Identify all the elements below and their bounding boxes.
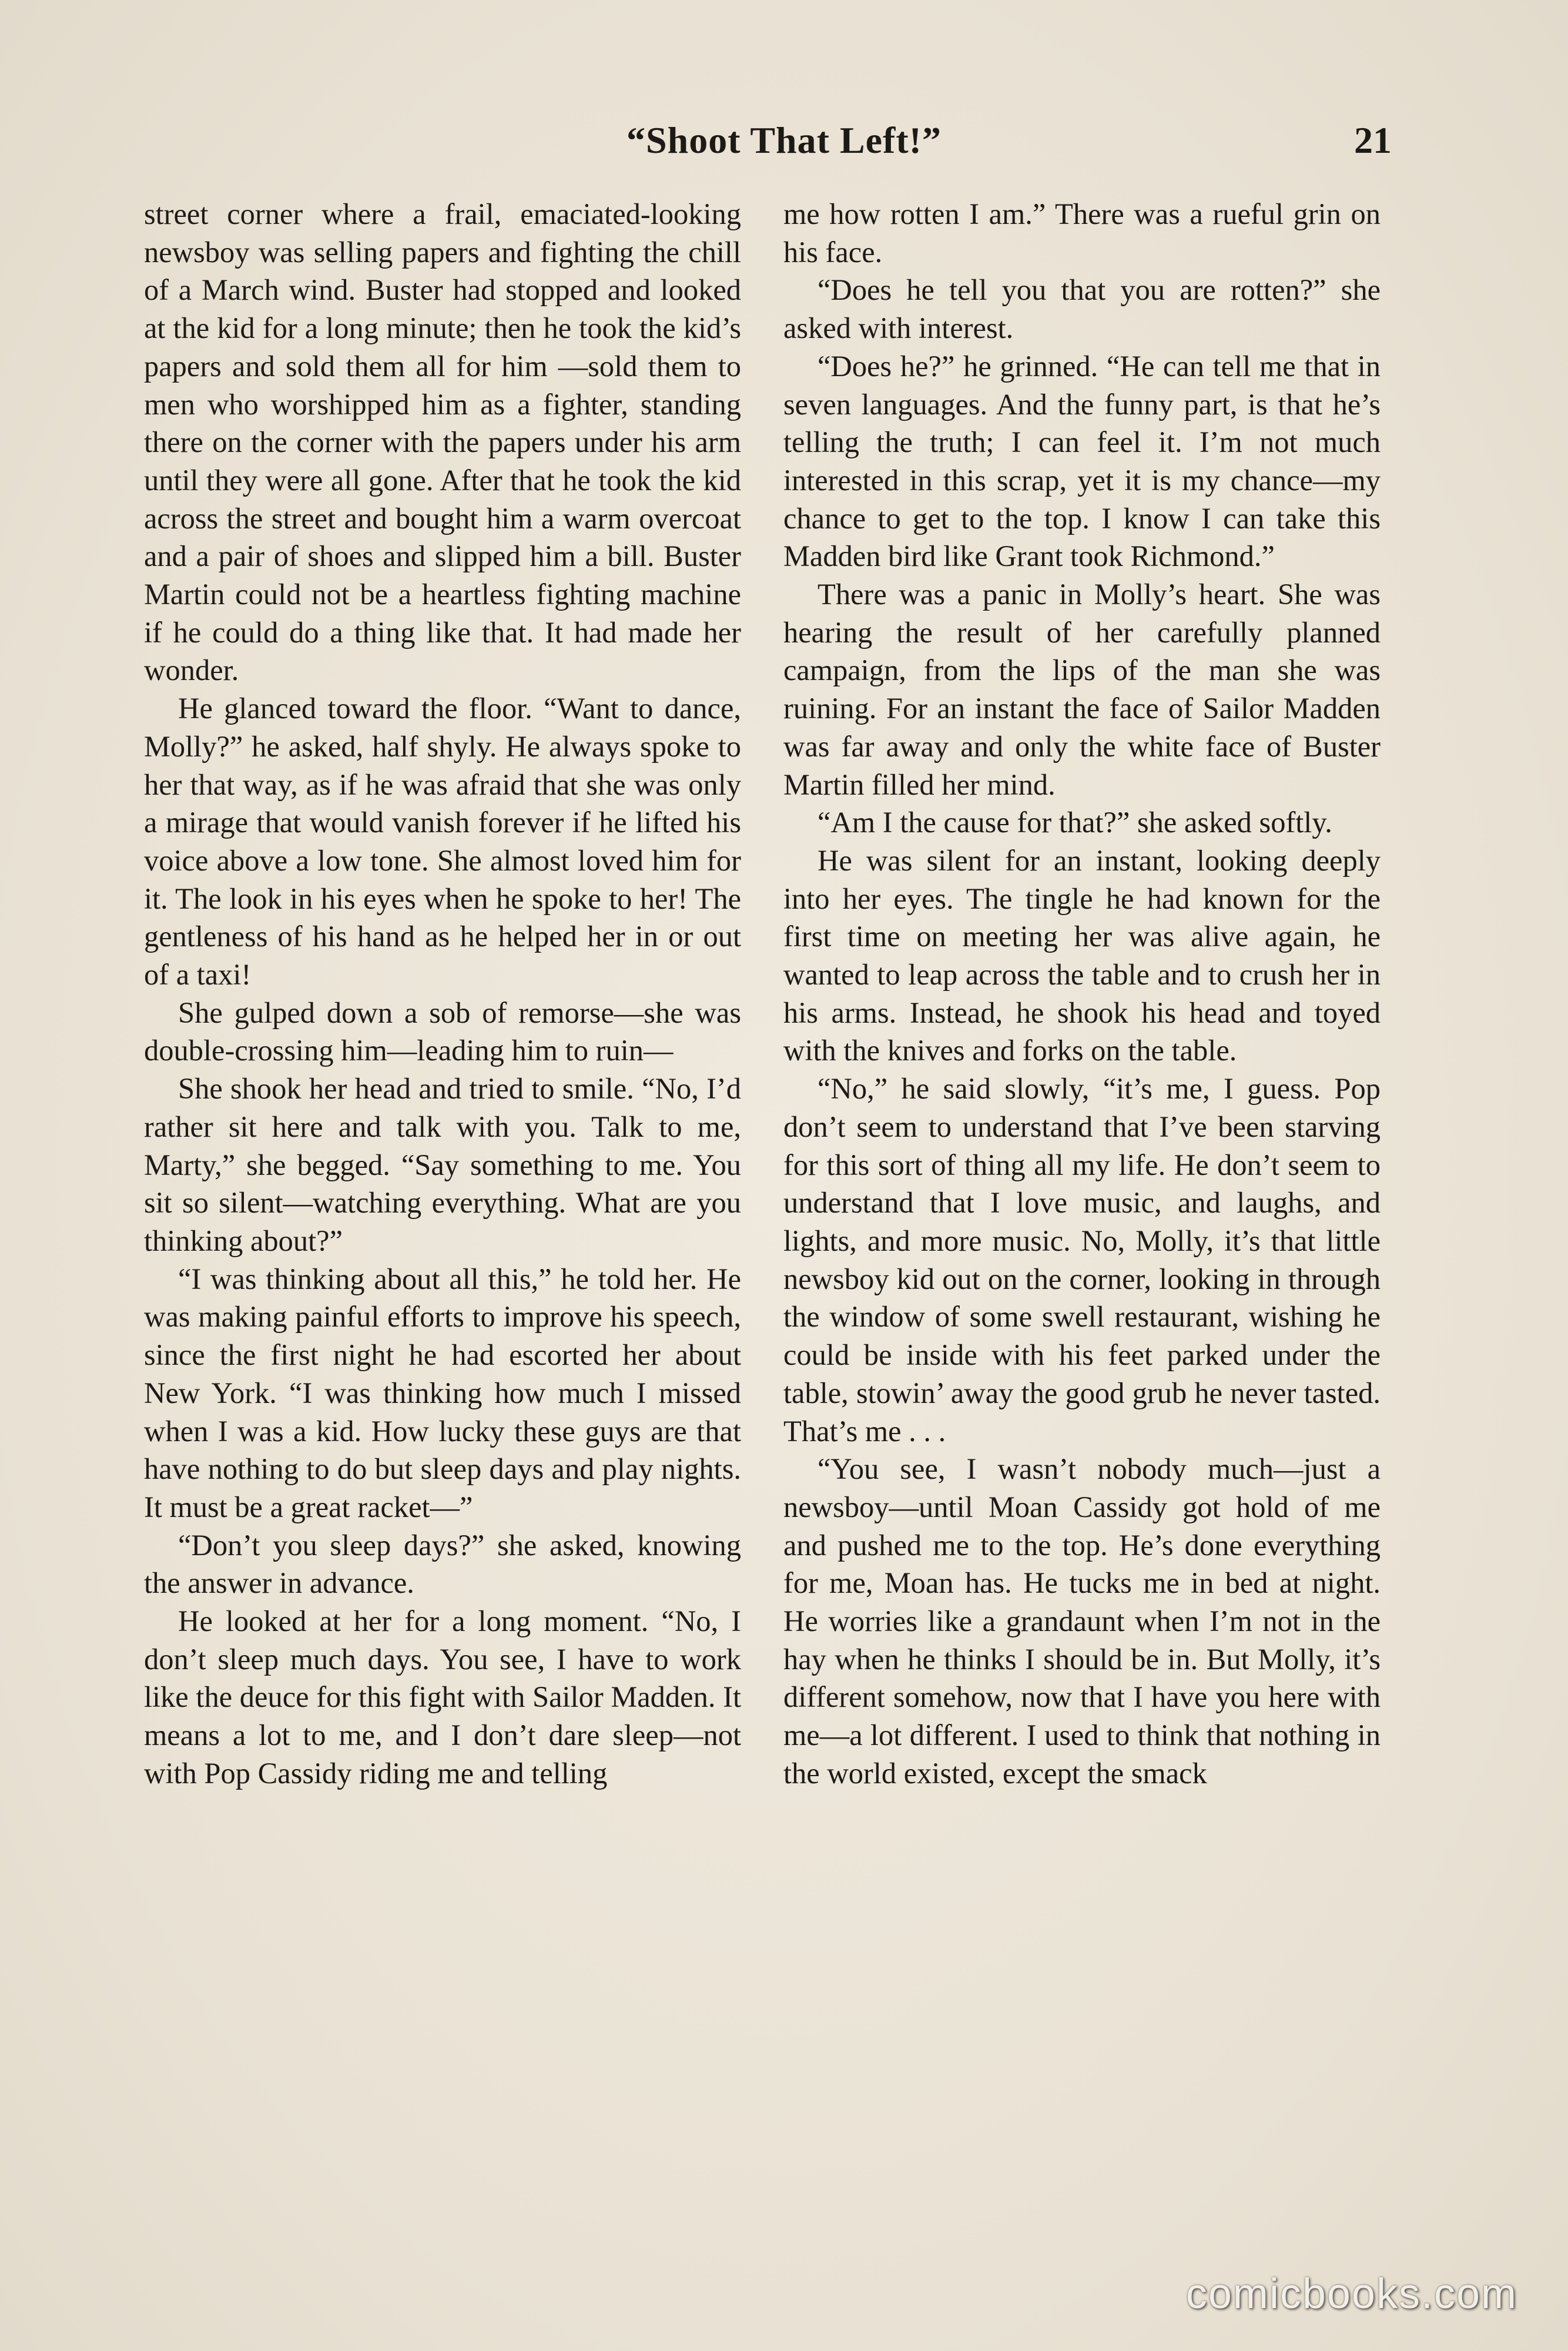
paragraph: “I was thinking about all this,” he told her. He was making painful efforts to improve his speech, since the first night he had escorted her about New York. “I was thinking how much I missed when I was a kid. How lucky these guys are that have nothing to do but sleep days and play nights. It must be a great racket—” [144,1262,741,1523]
paragraph: There was a panic in Molly’s heart. She was hearing the result of her carefully planned campaign, from the lips of the man she was ruining. For an instant the face of Sailor Madden was far away and only the white face of Buster Martin filled her mind. [783,578,1381,801]
paragraph: He glanced toward the floor. “Want to dance, Molly?” he asked, half shyly. He always spoke to her that way, as if he was afraid that she was only a mirage that would vanish forever if he lifted his voice above a low tone. She almost loved him for it. The look in his eyes when he spoke to her! The gentleness of his hand as he helped her in or out of a taxi! [144,692,741,992]
paragraph: me how rotten I am.” There was a rueful grin on his face. [783,197,1381,269]
paragraph: street corner where a frail, emaciated-looking newsboy was selling papers and fighting the chill of a March wind. Buster had stopped and looked at the kid for a long minute; then he took the kid’s papers and sold them all for him —sold them to men who worshipped him as a fighter, standing there on the corner with the papers under his arm until they were all gone. After that he took the kid across the street and bought him a warm overcoat and a pair of shoes and slipped him a bill. Buster Martin could not be a heartless fighting machine if he could do a thing like that. It had made her wonder. [144,197,741,687]
paragraph: He looked at her for a long moment. “No, I don’t sleep much days. You see, I have to work like the deuce for this fight with Sailor Madden. It means a lot to me, and I don’t dare sleep—not with Pop Cassidy riding me and telling [144,1605,741,1790]
paragraph: He was silent for an instant, looking deeply into her eyes. The tingle he had known for the first time on meeting her was alive again, he wanted to leap across the table and to crush her in his arms. Instead, he shook his head and toyed with the knives and forks on the table. [783,843,1381,1067]
paragraph: She gulped down a sob of remorse—she was double-crossing him—leading him to ruin— [144,996,741,1067]
page-number: 21 [1354,119,1392,161]
paragraph: “Does he?” he grinned. “He can tell me that in seven languages. And the funny part, is that he’s telling the truth; I can feel it. I’m not much interested in this scrap, yet it is my chance—my chance to get to the top. I know I can take this Madden bird like Grant took Richmond.” [783,349,1381,573]
watermark-logo: comicbooks.com [1185,2270,1517,2317]
paragraph: “No,” he said slowly, “it’s me, I guess. Pop don’t seem to understand that I’ve been starving for this sort of thing all my life. He don’t seem to understand that I love music, and laughs, and lights, and more music. No, Molly, it’s that little newsboy kid out on the corner, looking in through the window of some swell restaurant, wishing he could be inside with his feet parked under the table, stowin’ away the good grub he never tasted. That’s me . . . [783,1072,1381,1448]
running-head [0,113,1568,166]
paragraph: “You see, I wasn’t nobody much—just a newsboy—until Moan Cassidy got hold of me and pushed me to the top. He’s done everything for me, Moan has. He tucks me in bed at night. He worries like a grandaunt when I’m not in the hay when he thinks I should be in. But Molly, it’s different somehow, now that I have you here with me—a lot different. I used to think that nothing in the world existed, except the smack [783,1452,1381,1790]
paragraph: “Does he tell you that you are rotten?” she asked with interest. [783,273,1381,345]
left-column [144,195,741,1793]
right-column [783,195,1381,1793]
paragraph: She shook her head and tried to smile. “No, I’d rather sit here and talk with you. Talk to me, Marty,” she begged. “Say something to me. You sit so silent—watching everything. What are you thinking about?” [144,1072,741,1257]
paragraph: “Don’t you sleep days?” she asked, knowing the answer in advance. [144,1528,741,1600]
paragraph: “Am I the cause for that?” she asked softly. [817,806,1332,839]
running-title: “Shoot That Left!” [626,119,942,161]
